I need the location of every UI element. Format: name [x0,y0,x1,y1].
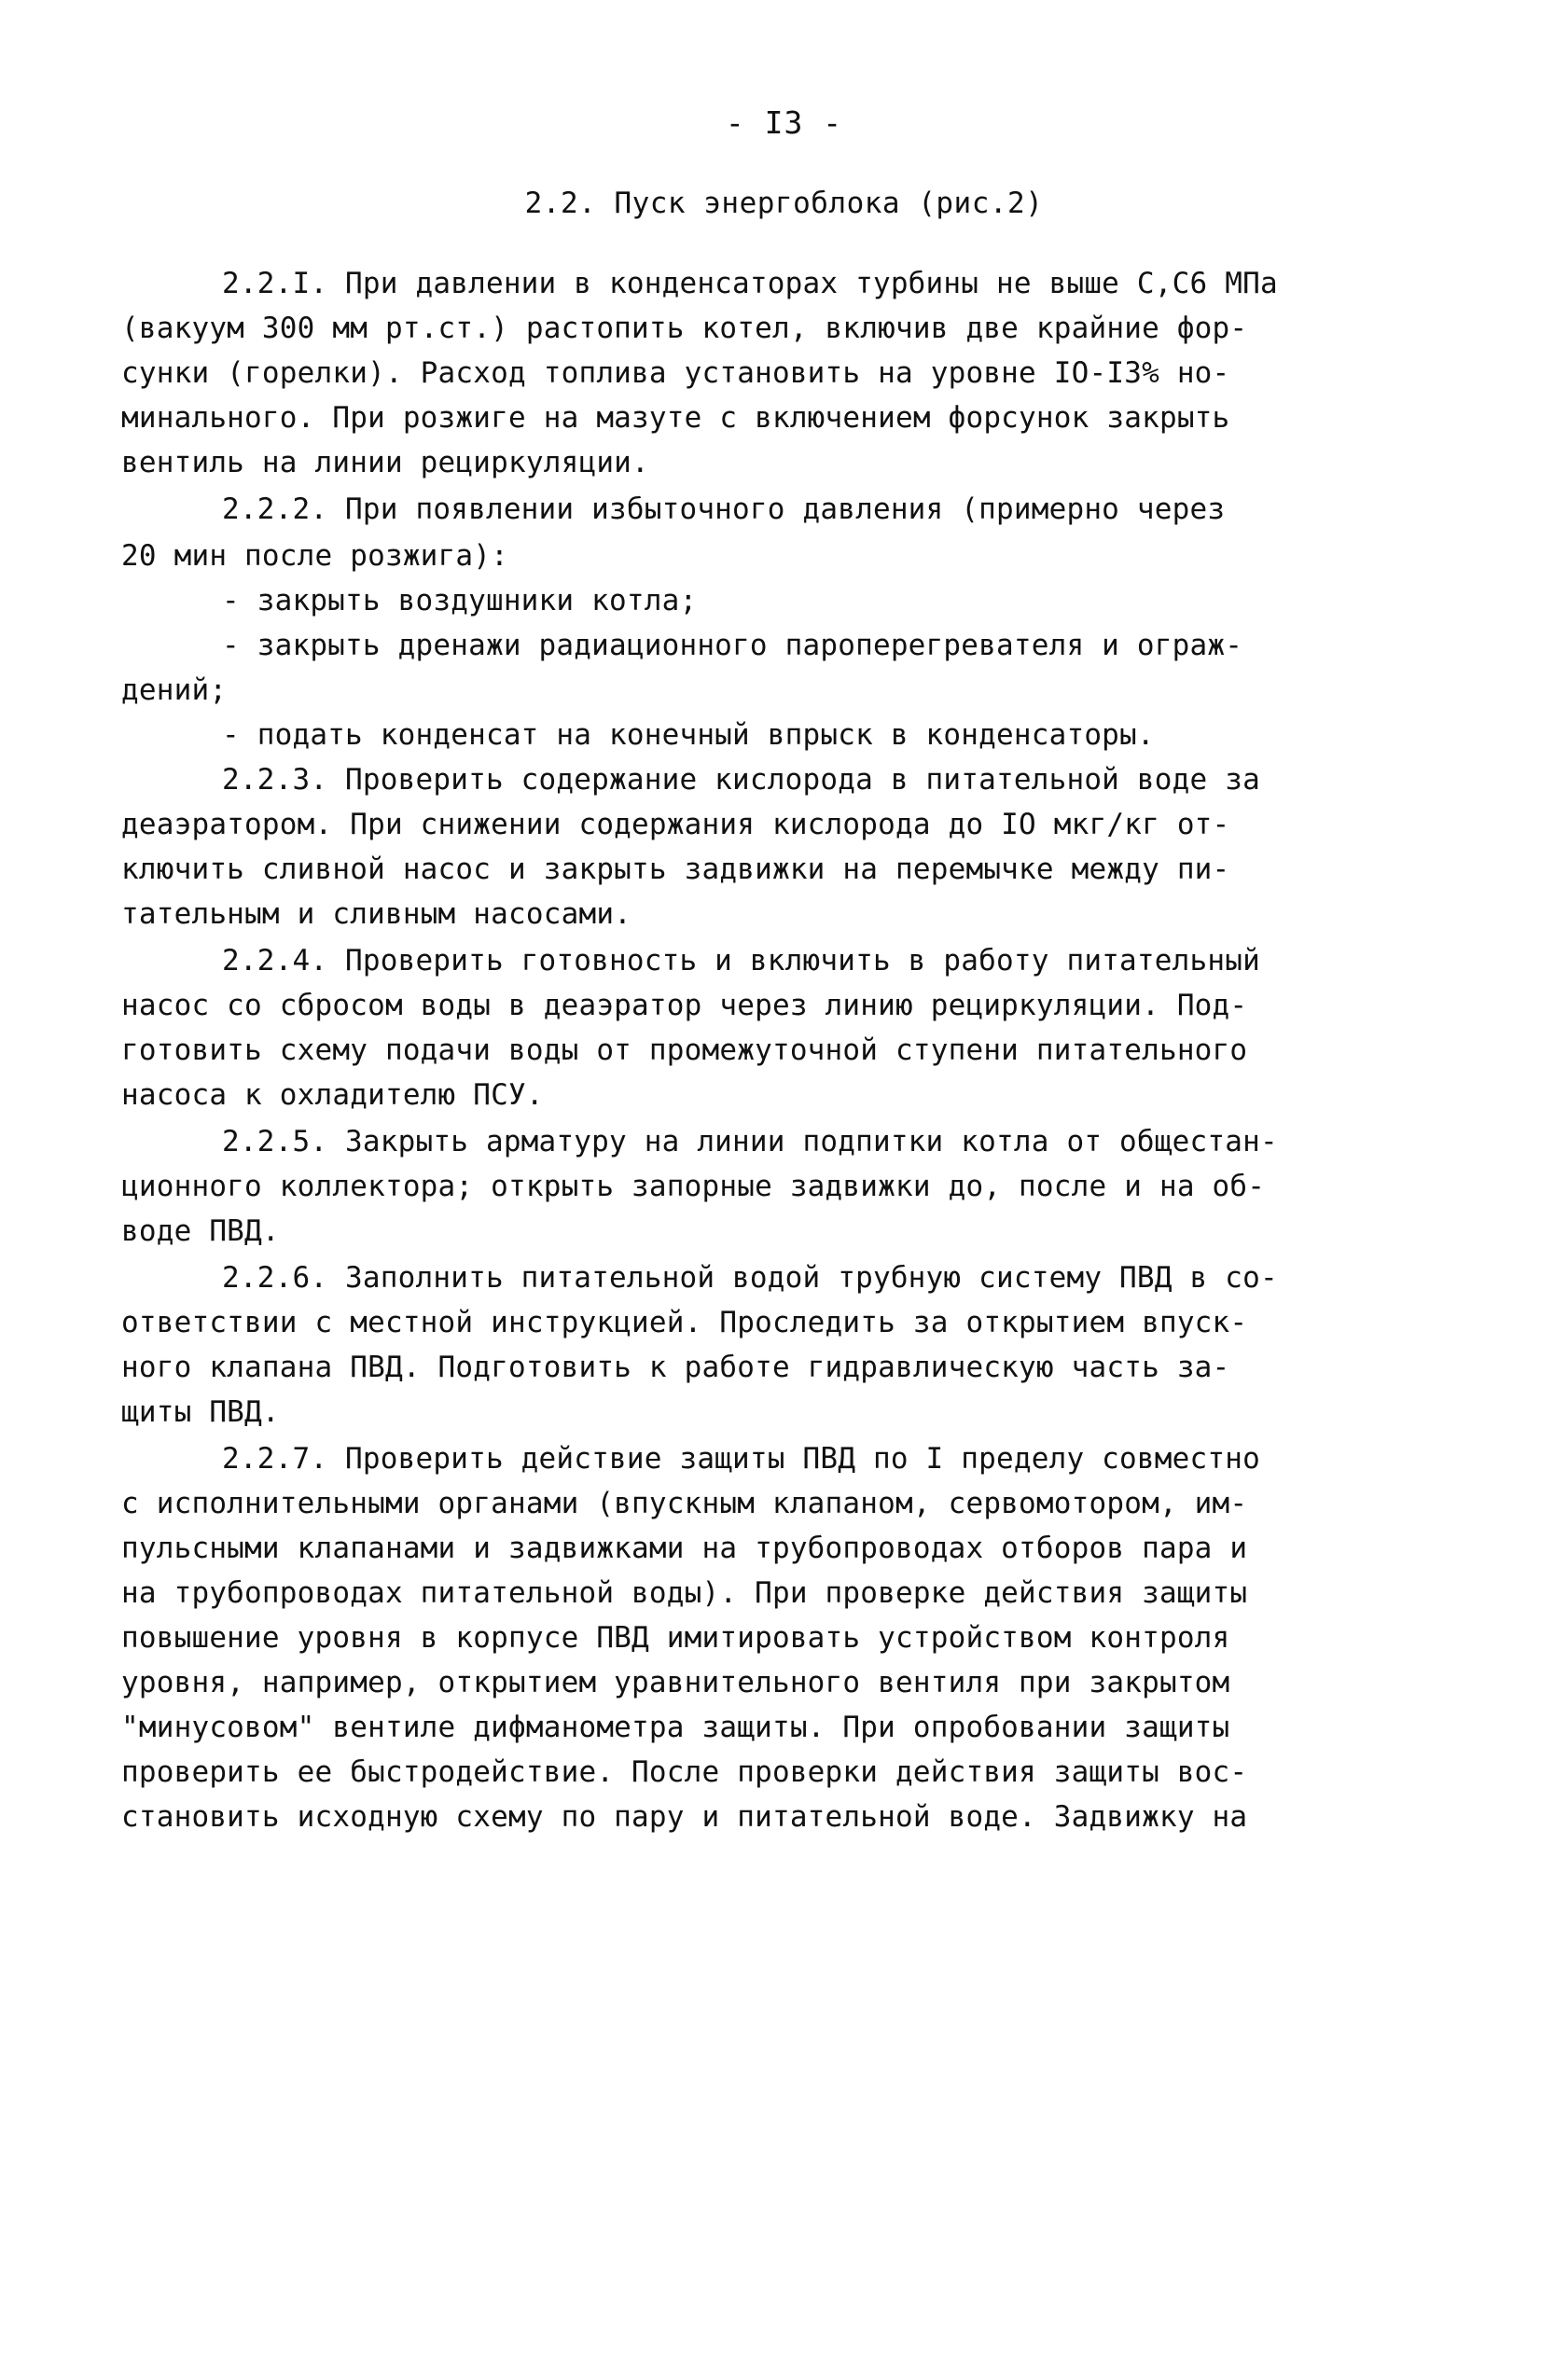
text-line: насос со сбросом воды в деаэратор через линию рециркуляции. Под- [121,989,1248,1022]
text-line: с исполнительными органами (впускным клапаном, сервомотором, им- [121,1487,1248,1520]
text-line: - закрыть воздушники котла; [222,584,698,617]
text-line: 20 мин после розжига): [121,539,508,573]
text-line: дений; [121,673,228,707]
text-line: пульсными клапанами и задвижками на трубопроводах отборов пара и [121,1532,1248,1565]
text-line: щиты ПВД. [121,1395,280,1429]
text-line: 2.2.6. Заполнить питательной водой трубную систему ПВД в со- [222,1261,1278,1295]
text-line: становить исходную схему по пару и питательной воде. Задвижку на [121,1800,1248,1834]
text-line: проверить ее быстродействие. После проверки действия защиты вос- [121,1755,1248,1789]
text-line: уровня, например, открытием уравнительного вентиля при закрытом [121,1666,1230,1699]
text-line: насоса к охладителю ПСУ. [121,1078,544,1112]
text-line: 2.2.5. Закрыть арматуру на линии подпитки котла от общестан- [222,1125,1278,1158]
text-line: воде ПВД. [121,1214,280,1248]
text-line: на трубопроводах питательной воды). При проверке действия защиты [121,1576,1248,1610]
text-line: - подать конденсат на конечный впрыск в конденсаторы. [222,718,1155,752]
text-line: 2.2.7. Проверить действие защиты ПВД по I пределу совместно [222,1442,1260,1476]
text-line: сунки (горелки). Расход топлива установить на уровне IO-I3% но- [121,356,1230,390]
text-line: повышение уровня в корпусе ПВД имитировать устройством контроля [121,1621,1230,1655]
text-line: готовить схему подачи воды от промежуточной ступени питательного [121,1033,1248,1067]
text-line: ного клапана ПВД. Подготовить к работе гидравлическую часть за- [121,1351,1230,1384]
text-line: тательным и сливным насосами. [121,897,632,931]
text-line: "минусовом" вентиле дифманометра защиты. При опробовании защиты [121,1711,1230,1744]
text-line: деаэратором. При снижении содержания кислорода до IO мкг/кг от- [121,808,1230,841]
text-line: ответствии с местной инструкцией. Проследить за открытием впуск- [121,1306,1248,1339]
text-line: 2.2.2. При появлении избыточного давления (примерно через [222,492,1226,526]
text-line: вентиль на линии рециркуляции. [121,446,649,479]
section-title: 2.2. Пуск энергоблока (рис.2) [524,187,1044,220]
text-line: 2.2.I. При давлении в конденсаторах турбины не выше С,С6 МПа [222,267,1278,300]
text-line: ционного коллектора; открыть запорные задвижки до, после и на об- [121,1170,1266,1203]
text-line: ключить сливной насос и закрыть задвижки на перемычке между пи- [121,853,1230,886]
text-line: 2.2.3. Проверить содержание кислорода в питательной воде за [222,763,1260,797]
text-line: (вакуум 300 мм рт.ст.) растопить котел, включив две крайние фор- [121,312,1248,345]
text-line: - закрыть дренажи радиационного пароперегревателя и ограж- [222,629,1243,662]
text-line: 2.2.4. Проверить готовность и включить в работу питательный [222,944,1260,977]
page-number: - I3 - [725,104,843,141]
text-line: минального. При розжиге на мазуте с включением форсунок закрыть [121,401,1230,435]
